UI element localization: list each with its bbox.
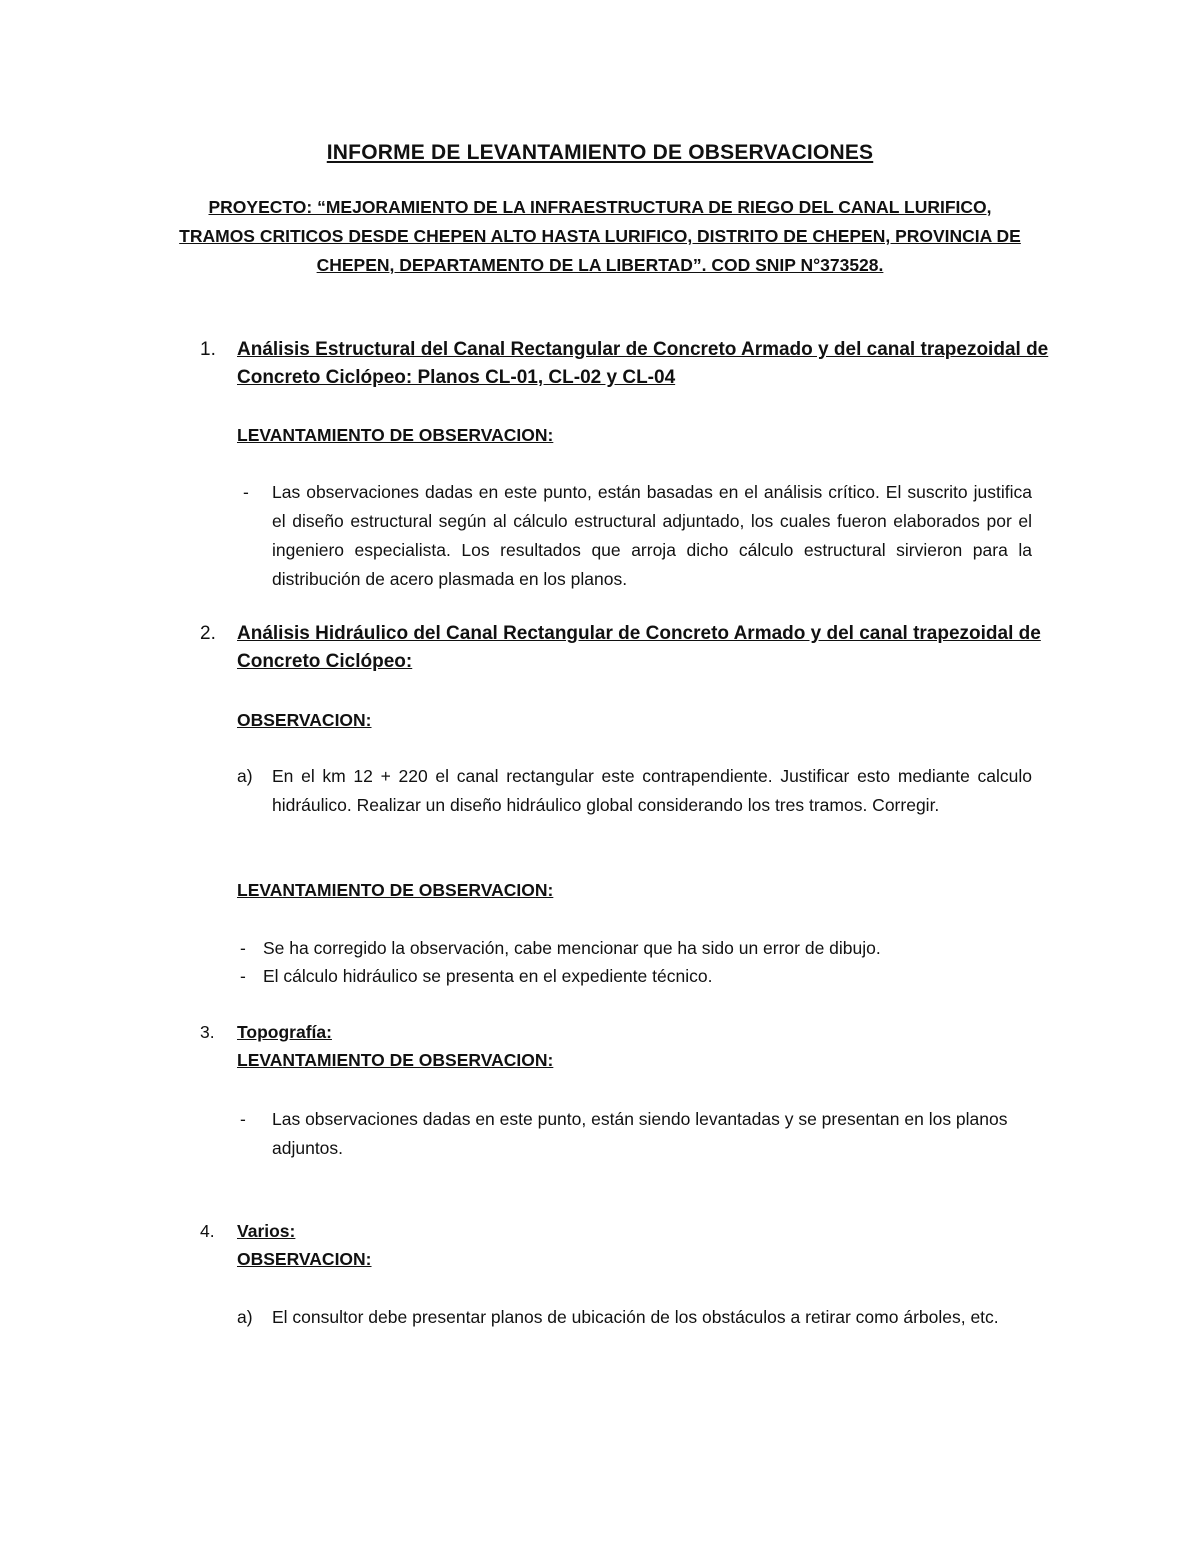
section-2-bullet-mark: - [240, 966, 246, 986]
section-3-number: 3. [200, 1022, 215, 1042]
section-1-bullet-text: Las observaciones dadas en este punto, están basadas en el análisis crítico. El suscrito justifica el diseño estructural según al cálculo estructural adjuntado, los cuales fueron elaborados por el ingeniero especialista. Los resultados que arroja dicho cálculo estructural sirvieron para la distribución de acero plasmada en los planos. [272, 482, 1032, 589]
section-2-observation-label: OBSERVACION: [237, 710, 372, 730]
section-3-title: Topografía: [237, 1022, 332, 1042]
section-2-bullet-mark: - [240, 938, 246, 958]
section-4-label: OBSERVACION: [237, 1249, 372, 1269]
section-1-bullet-mark: - [243, 482, 249, 502]
section-2-title-line: Análisis Hidráulico del Canal Rectangular de Concreto Armado y del canal trapezoidal de [237, 623, 1041, 644]
section-4-title: Varios: [237, 1221, 296, 1241]
section-1-label: LEVANTAMIENTO DE OBSERVACION: [237, 425, 554, 445]
section-2-lifting-label: LEVANTAMIENTO DE OBSERVACION: [237, 880, 554, 900]
section-2-bullet-text: El cálculo hidráulico se presenta en el expediente técnico. [263, 966, 713, 986]
section-1-title-line: Análisis Estructural del Canal Rectangular de Concreto Armado y del canal trapezoidal de [237, 339, 1049, 360]
section-4-item-text: El consultor debe presentar planos de ubicación de los obstáculos a retirar como árboles, etc. [272, 1307, 999, 1327]
section-3-label: LEVANTAMIENTO DE OBSERVACION: [237, 1050, 554, 1070]
project-line: PROYECTO: “MEJORAMIENTO DE LA INFRAESTRUCTURA DE RIEGO DEL CANAL LURIFICO, [208, 197, 992, 217]
section-3-bullet-text: Las observaciones dadas en este punto, están siendo levantadas y se presentan en los planos adjuntos. [272, 1109, 1008, 1158]
document-title: INFORME DE LEVANTAMIENTO DE OBSERVACIONES [326, 141, 874, 164]
section-4-item-mark: a) [237, 1307, 253, 1327]
section-2-title-line: Concreto Ciclópeo: [237, 651, 413, 672]
section-2-item-text: En el km 12 + 220 el canal rectangular este contrapendiente. Justificar esto mediante calculo hidráulico. Realizar un diseño hidráulico global considerando los tres tramos. Corregir. [272, 766, 1032, 815]
project-heading [160, 193, 1040, 280]
project-line: CHEPEN, DEPARTAMENTO DE LA LIBERTAD”. COD SNIP N°373528. [316, 255, 884, 275]
project-line: TRAMOS CRITICOS DESDE CHEPEN ALTO HASTA LURIFICO, DISTRITO DE CHEPEN, PROVINCIA DE [179, 226, 1021, 246]
section-2-item-mark: a) [237, 766, 253, 786]
section-2-bullet-text: Se ha corregido la observación, cabe mencionar que ha sido un error de dibujo. [263, 938, 881, 958]
section-4-number: 4. [200, 1221, 215, 1241]
section-1-title-line: Concreto Ciclópeo: Planos CL-01, CL-02 y CL-04 [237, 367, 676, 388]
section-1-title [237, 336, 1049, 392]
section-3-bullet-mark: - [240, 1109, 246, 1129]
section-2-title [237, 620, 1041, 676]
section-2-number: 2. [200, 623, 216, 644]
section-1-number: 1. [200, 339, 216, 360]
